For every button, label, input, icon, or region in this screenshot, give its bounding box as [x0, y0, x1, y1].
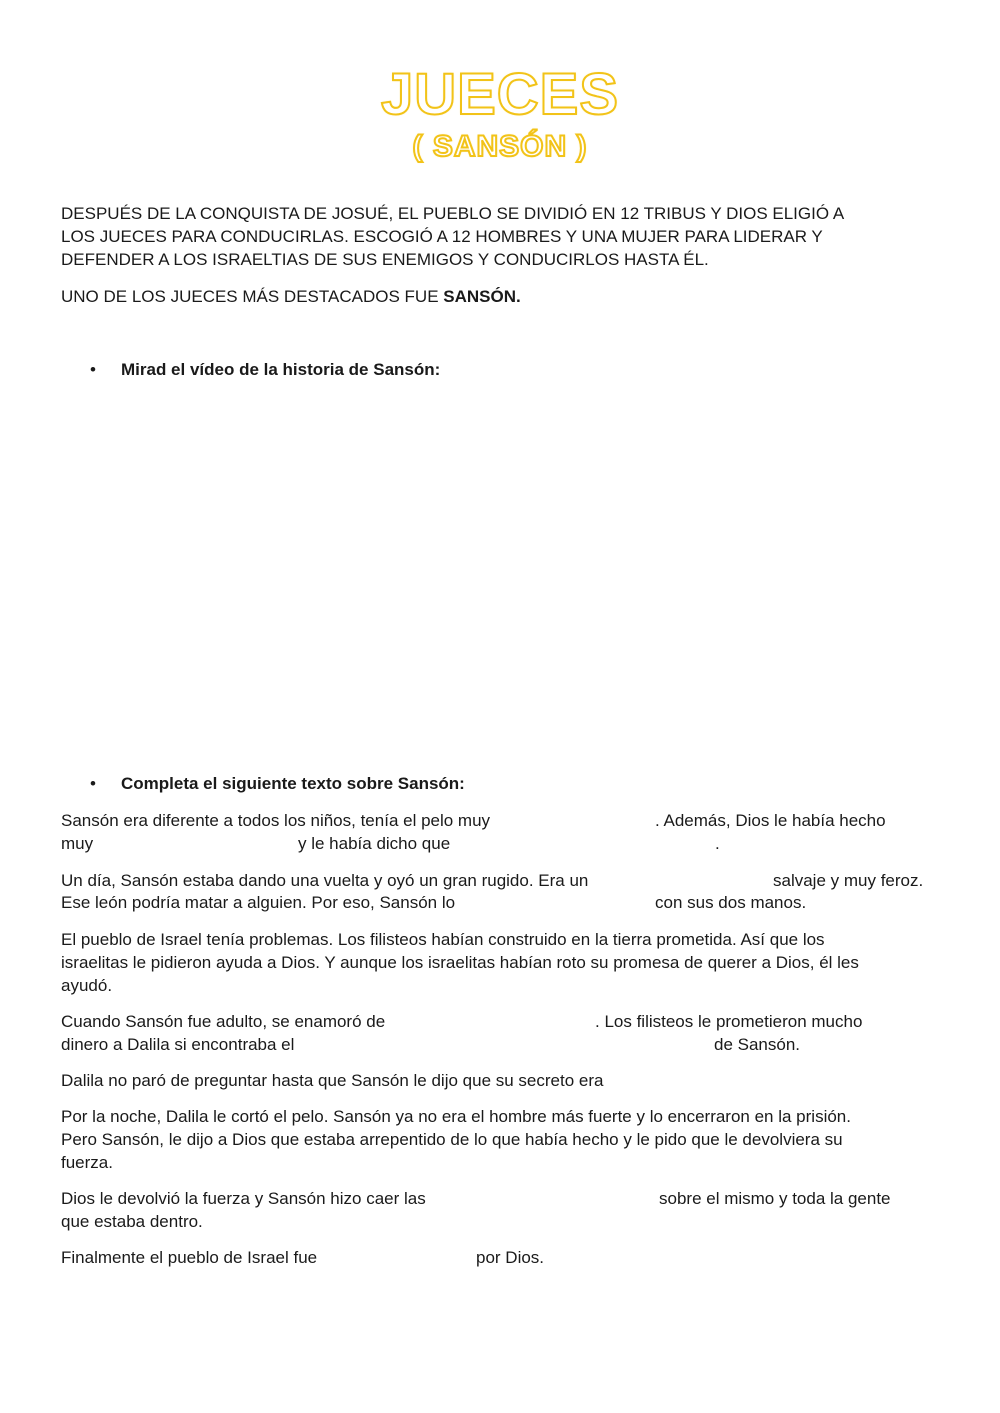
- page-subtitle: ( SANSÓN ): [412, 130, 588, 163]
- p7-text-a: Dios le devolvió la fuerza y Sansón hizo caer las: [61, 1189, 426, 1208]
- p7-text-c: que estaba dentro.: [61, 1212, 203, 1231]
- bullet-dot: •: [90, 774, 96, 793]
- p5-text: Dalila no paró de preguntar hasta que Sansón le dijo que su secreto era: [61, 1071, 604, 1090]
- p3-line-1: El pueblo de Israel tenía problemas. Los filisteos habían construido en la tierra prometida. Así que los: [61, 930, 825, 949]
- p4-text-a: Cuando Sansón fue adulto, se enamoró de: [61, 1012, 386, 1031]
- blank-secreto[interactable]: [468, 831, 712, 855]
- blank-secreto-fuerza[interactable]: [318, 1032, 710, 1056]
- intro-highlight-prefix: UNO DE LOS JUECES MÁS DESTACADOS FUE: [61, 287, 439, 306]
- p6-line-1: Por la noche, Dalila le cortó el pelo. Sansón ya no era el hombre más fuerte y lo encerraron en la prisión.: [61, 1107, 851, 1126]
- p8-text-a: Finalmente el pueblo de Israel fue: [61, 1248, 318, 1267]
- p3-line-2: israelitas le pidieron ayuda a Dios. Y aunque los israelitas habían roto su promesa de querer a Dios, él les: [61, 953, 859, 972]
- blank-columnas[interactable]: [460, 1186, 655, 1210]
- p4-text-d: de Sansón.: [714, 1035, 801, 1054]
- complete-instruction: Completa el siguiente texto sobre Sansón:: [121, 774, 465, 793]
- p7-text-b: sobre el mismo y toda la gente: [659, 1189, 891, 1208]
- p2-text-b: salvaje y muy feroz.: [773, 871, 924, 890]
- intro-line-1: DESPUÉS DE LA CONQUISTA DE JOSUÉ, EL PUEBLO SE DIVIDIÓ EN 12 TRIBUS Y DIOS ELIGIÓ A: [61, 204, 845, 223]
- p8-text-b: por Dios.: [476, 1248, 545, 1267]
- video-area[interactable]: [61, 395, 939, 755]
- page-title: JUECES: [380, 62, 620, 127]
- p4-text-c: dinero a Dalila si encontraba el: [61, 1035, 295, 1054]
- p2-text-a: Un día, Sansón estaba dando una vuelta y oyó un gran rugido. Era un: [61, 871, 589, 890]
- blank-salvado[interactable]: [342, 1245, 472, 1269]
- intro-highlight-name: SANSÓN.: [443, 287, 521, 306]
- intro-line-3: DEFENDER A LOS ISRAELTIAS DE SUS ENEMIGOS Y CONDUCIRLOS HASTA ÉL.: [61, 250, 709, 269]
- blank-dalila[interactable]: [418, 1009, 593, 1033]
- blank-mato[interactable]: [492, 890, 652, 914]
- p2-text-d: con sus dos manos.: [655, 893, 807, 912]
- p6-line-2: Pero Sansón, le dijo a Dios que estaba arrepentido de lo que había hecho y le pido que le devolviera su: [61, 1130, 843, 1149]
- bullet-dot: •: [90, 360, 96, 379]
- blank-pelo-secreto[interactable]: [654, 1068, 934, 1092]
- blank-leon[interactable]: [638, 868, 770, 892]
- p1-text-c: muy: [61, 834, 94, 853]
- intro-highlight: [61, 285, 521, 308]
- p1-text-e: .: [715, 834, 720, 853]
- p1-text-d: y le había dicho que: [298, 834, 451, 853]
- blank-pelo[interactable]: [530, 808, 652, 832]
- p1-text-a: Sansón era diferente a todos los niños, tenía el pelo muy: [61, 811, 491, 830]
- blank-fuerte[interactable]: [100, 831, 292, 855]
- p2-text-c: Ese león podría matar a alguien. Por eso, Sansón lo: [61, 893, 456, 912]
- p1-text-b: . Además, Dios le había hecho: [655, 811, 886, 830]
- p4-text-b: . Los filisteos le prometieron mucho: [595, 1012, 863, 1031]
- p3-line-3: ayudó.: [61, 976, 113, 995]
- p6-line-3: fuerza.: [61, 1153, 113, 1172]
- video-instruction: Mirad el vídeo de la historia de Sansón:: [121, 360, 441, 379]
- intro-line-2: LOS JUECES PARA CONDUCIRLAS. ESCOGIÓ A 12 HOMBRES Y UNA MUJER PARA LIDERAR Y: [61, 227, 823, 246]
